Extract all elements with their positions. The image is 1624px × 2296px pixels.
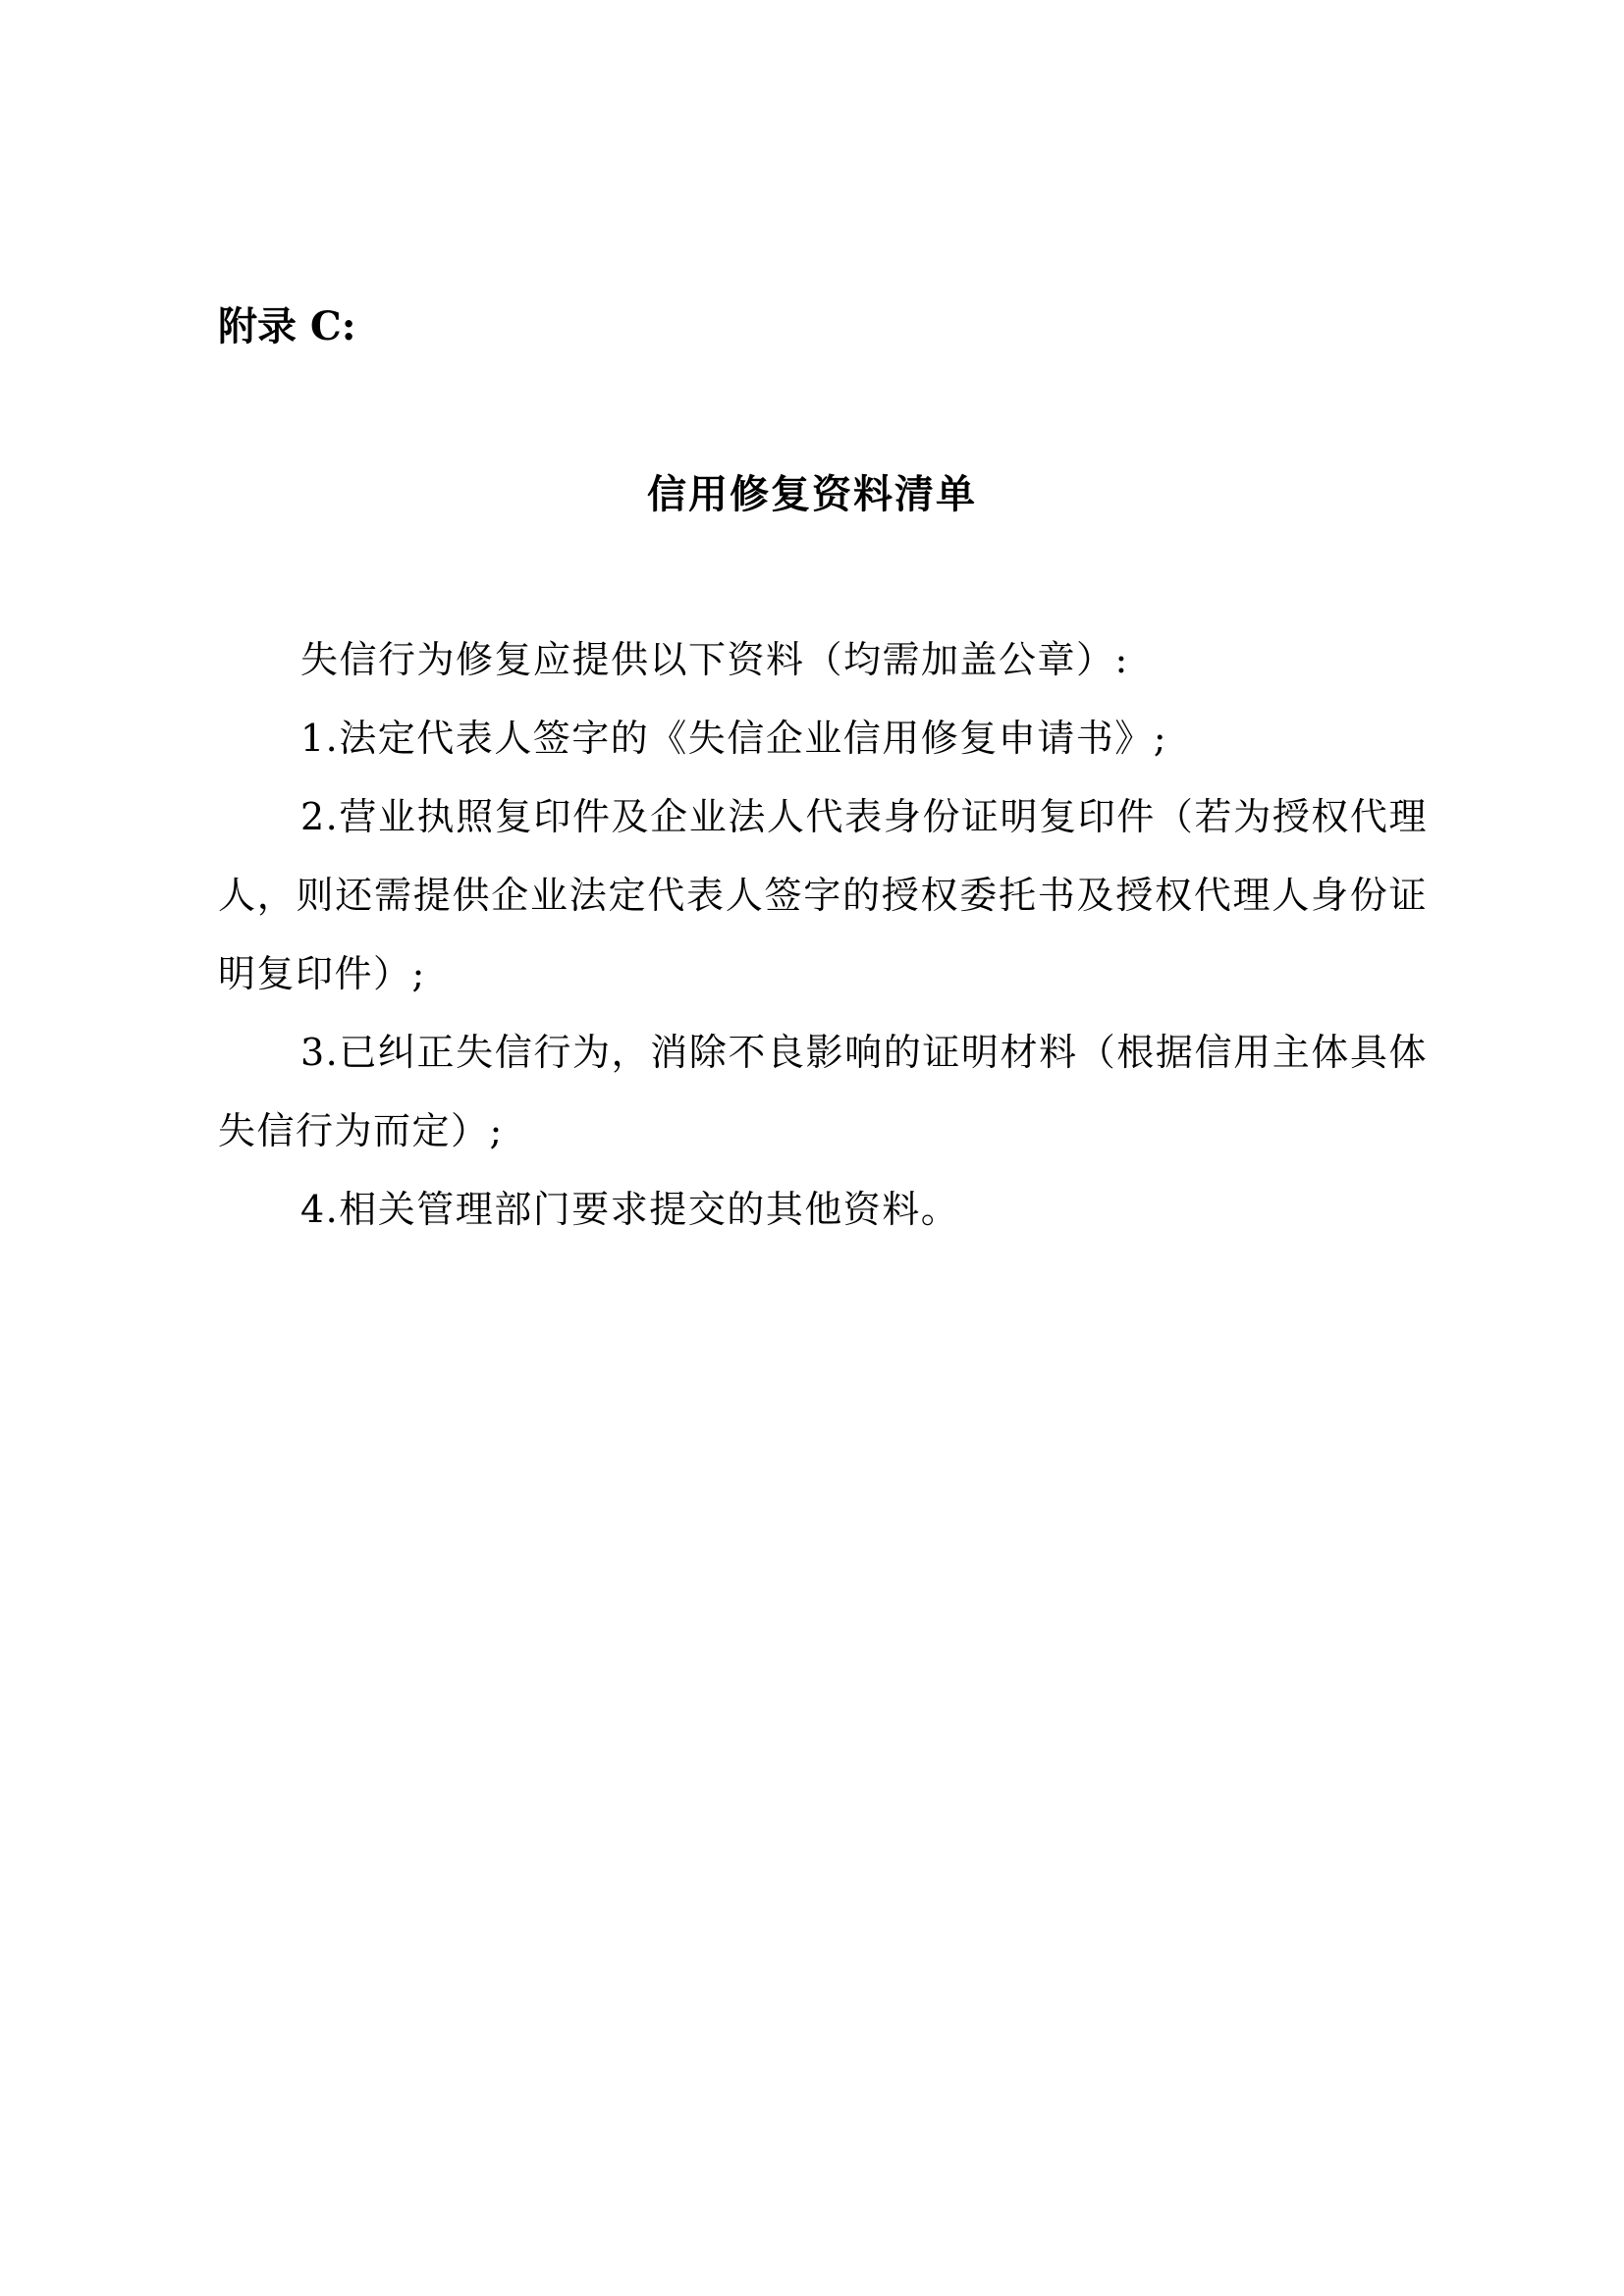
- list-item-2: 2.营业执照复印件及企业法人代表身份证明复印件（若为授权代理人，则还需提供企业法定代表人签字的授权委托书及授权代理人身份证明复印件）;: [218, 795, 1428, 995]
- list-item-4: 4.相关管理部门要求提交的其他资料。: [300, 1188, 960, 1231]
- intro-paragraph: 失信行为修复应提供以下资料（均需加盖公章）:: [300, 638, 1129, 681]
- document-body: [218, 620, 1428, 1249]
- appendix-label: 附录 C:: [218, 303, 356, 349]
- list-item-3: 3.已纠正失信行为，消除不良影响的证明材料（根据信用主体具体失信行为而定）;: [218, 1031, 1428, 1152]
- list-item-1: 1.法定代表人签字的《失信企业信用修复申请书》;: [300, 717, 1168, 760]
- document-title: 信用修复资料清单: [647, 471, 977, 517]
